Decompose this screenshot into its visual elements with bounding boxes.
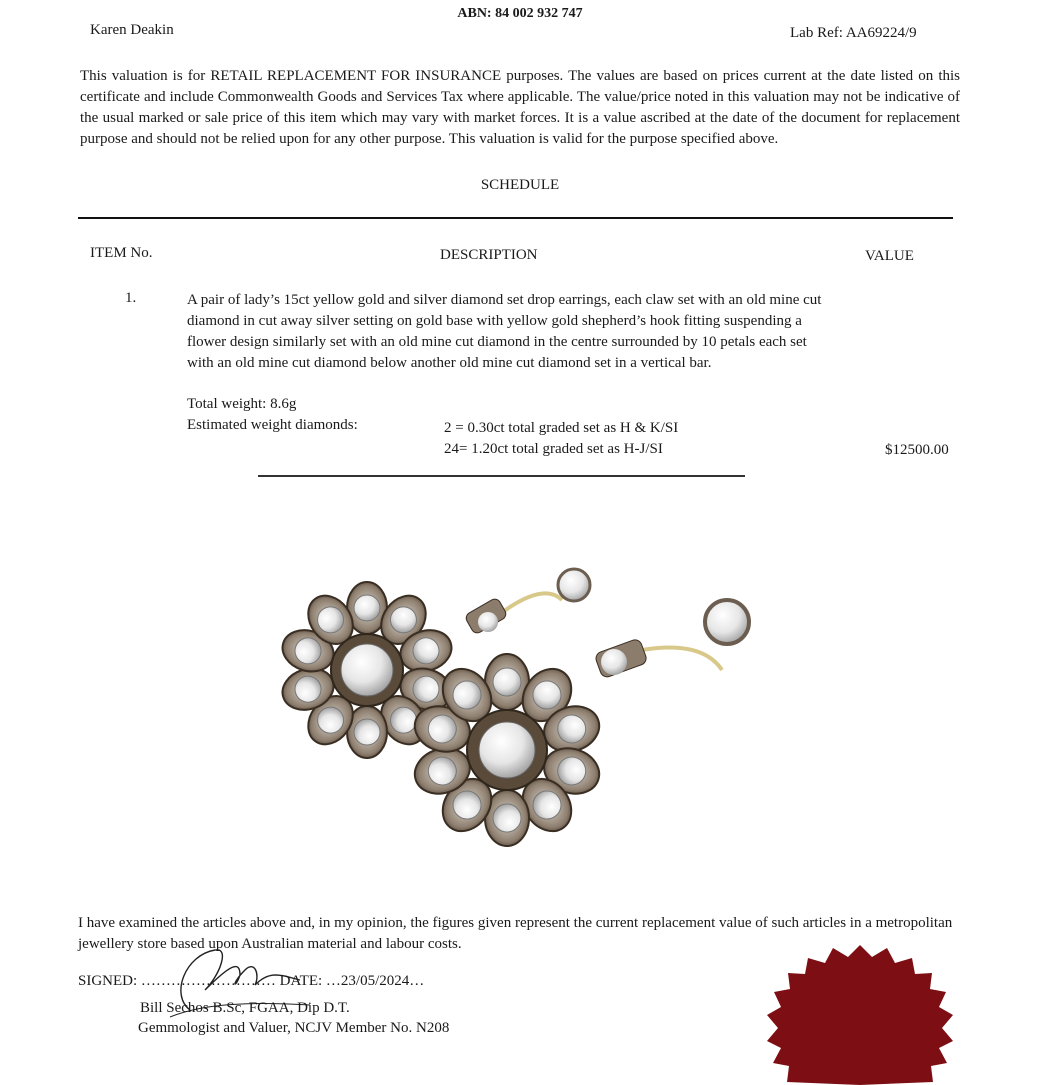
- item-value: $12500.00: [885, 442, 949, 458]
- red-seal: [735, 945, 985, 1085]
- lab-reference: Lab Ref: AA69224/9: [790, 25, 917, 41]
- front-hook: [642, 648, 722, 671]
- valuer-statement: I have examined the articles above and, in my opinion, the figures given represent the current replacement value of such articles in a metropolitan jewellery store based upon Australian material and labour costs.: [78, 915, 953, 952]
- column-header-item: ITEM No.: [90, 245, 153, 261]
- earrings-photo: [262, 560, 762, 860]
- column-header-value: VALUE: [865, 248, 914, 264]
- signed-date-line: SIGNED: ……………………… DATE: …23/05/2024…: [78, 973, 425, 989]
- graded-diamonds-2: 24= 1.20ct total graded set as H-J/SI: [444, 441, 663, 457]
- abn-number: ABN: 84 002 932 747: [457, 6, 583, 21]
- purpose-paragraph: This valuation is for RETAIL REPLACEMENT FOR INSURANCE purposes. The values are based on prices current at the date listed on this certificate and include Commonwealth Goods and Services Tax where applicable. The value/price noted in this valuation may not be indicative of the usual marked or sale price of this item which may vary with market forces. It is a value ascribed at the date of the document for replacement purpose and should not be relied upon for any other purpose. This valuation is valid for the purpose specified above.: [80, 68, 960, 147]
- estimated-weight-label: Estimated weight diamonds:: [187, 417, 358, 433]
- item-description: A pair of lady’s 15ct yellow gold and silver diamond set drop earrings, each claw set with an old mine cut diamond in cut away silver setting on gold base with yellow gold shepherd’s hook fitting suspending a flower design similarly set with an old mine cut diamond in the centre surrounded by 10 petals each set with an old mine cut diamond below another old mine cut diamond set in a vertical bar.: [187, 292, 822, 371]
- client-name: Karen Deakin: [90, 22, 174, 38]
- column-header-description: DESCRIPTION: [440, 247, 538, 263]
- total-weight: Total weight: 8.6g: [187, 396, 297, 412]
- description-divider: [258, 475, 745, 477]
- valuer-name: Bill Sechos B.Sc, FGAA, Dip D.T.: [140, 1000, 350, 1016]
- item-number: 1.: [125, 290, 137, 306]
- valuer-title: Gemmologist and Valuer, NCJV Member No. N208: [138, 1020, 450, 1036]
- schedule-title: SCHEDULE: [480, 177, 560, 193]
- header-divider: [78, 217, 953, 219]
- graded-diamonds-1: 2 = 0.30ct total graded set as H & K/SI: [444, 420, 679, 436]
